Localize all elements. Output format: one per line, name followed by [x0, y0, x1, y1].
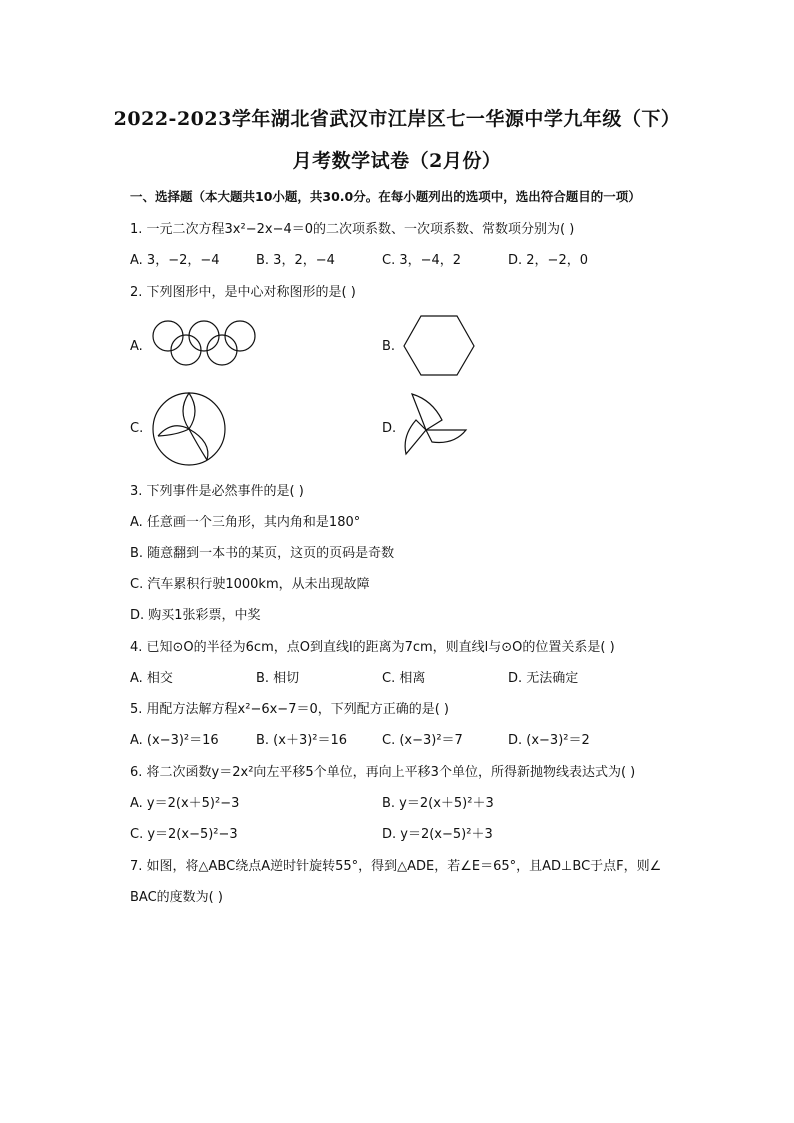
q2-label-c: C.: [130, 421, 144, 436]
q1-option-a: A. 3，−2，−4: [130, 253, 220, 268]
q5-option-d: D. (x−3)²＝2: [508, 733, 590, 748]
q6-option-d: D. y＝2(x−5)²＋3: [382, 827, 493, 842]
q3-option-c: C. 汽车累积行驶1000km，从未出现故障: [130, 577, 370, 592]
q3-option-b: B. 随意翻到一本书的某页，这页的页码是奇数: [130, 546, 395, 561]
q3-option-d: D. 购买1张彩票，中奖: [130, 608, 261, 623]
q2-label-a: A.: [130, 339, 143, 354]
q6-option-b: B. y＝2(x＋5)²＋3: [382, 796, 494, 811]
section-heading: 一、选择题（本大题共10小题，共30.0分。在每小题列出的选项中，选出符合题目的一项）: [130, 189, 641, 204]
question-2-stem: 2. 下列图形中，是中心对称图形的是( ): [130, 285, 356, 300]
q6-option-a: A. y＝2(x＋5)²−3: [130, 796, 240, 811]
q4-option-d: D. 无法确定: [508, 671, 579, 686]
question-3-stem: 3. 下列事件是必然事件的是( ): [130, 484, 304, 499]
q6-option-c: C. y＝2(x−5)²−3: [130, 827, 238, 842]
q1-option-c: C. 3，−4，2: [382, 253, 462, 268]
question-7-stem-line1: 7. 如图，将△ABC绕点A逆时针旋转55°，得到△ADE，若∠E＝65°，且AD⊥BC于点F，则∠: [130, 859, 662, 874]
question-4-stem: 4. 已知⊙O的半径为6cm，点O到直线l的距离为7cm，则直线l与⊙O的位置关系是( ): [130, 640, 615, 655]
question-1-stem: 1. 一元二次方程3x²−2x−4＝0的二次项系数、一次项系数、常数项分别为( ): [130, 222, 575, 237]
q2-figure-b-hexagon: [402, 314, 476, 378]
q5-option-b: B. (x＋3)²＝16: [256, 733, 348, 748]
q4-option-c: C. 相离: [382, 671, 426, 686]
q1-option-b: B. 3，2，−4: [256, 253, 335, 268]
exam-title-line1: 2022-2023学年湖北省武汉市江岸区七一华源中学九年级（下）: [113, 108, 681, 130]
q1-option-d: D. 2，−2，0: [508, 253, 588, 268]
exam-title-line2: 月考数学试卷（2月份）: [292, 150, 502, 172]
q4-option-b: B. 相切: [256, 671, 300, 686]
q2-figure-d-blades: [402, 390, 470, 462]
question-6-stem: 6. 将二次函数y＝2x²向左平移5个单位，再向上平移3个单位，所得新抛物线表达式为( ): [130, 765, 636, 780]
q2-label-d: D.: [382, 421, 397, 436]
q2-figure-a-rings: [150, 318, 260, 370]
q3-option-a: A. 任意画一个三角形，其内角和是180°: [130, 515, 361, 530]
q5-option-c: C. (x−3)²＝7: [382, 733, 463, 748]
q2-label-b: B.: [382, 339, 396, 354]
question-5-stem: 5. 用配方法解方程x²−6x−7＝0，下列配方正确的是( ): [130, 702, 450, 717]
q5-option-a: A. (x−3)²＝16: [130, 733, 219, 748]
question-7-stem-line2: BAC的度数为( ): [130, 890, 223, 905]
q2-figure-c-circle-petals: [150, 390, 228, 468]
q4-option-a: A. 相交: [130, 671, 173, 686]
